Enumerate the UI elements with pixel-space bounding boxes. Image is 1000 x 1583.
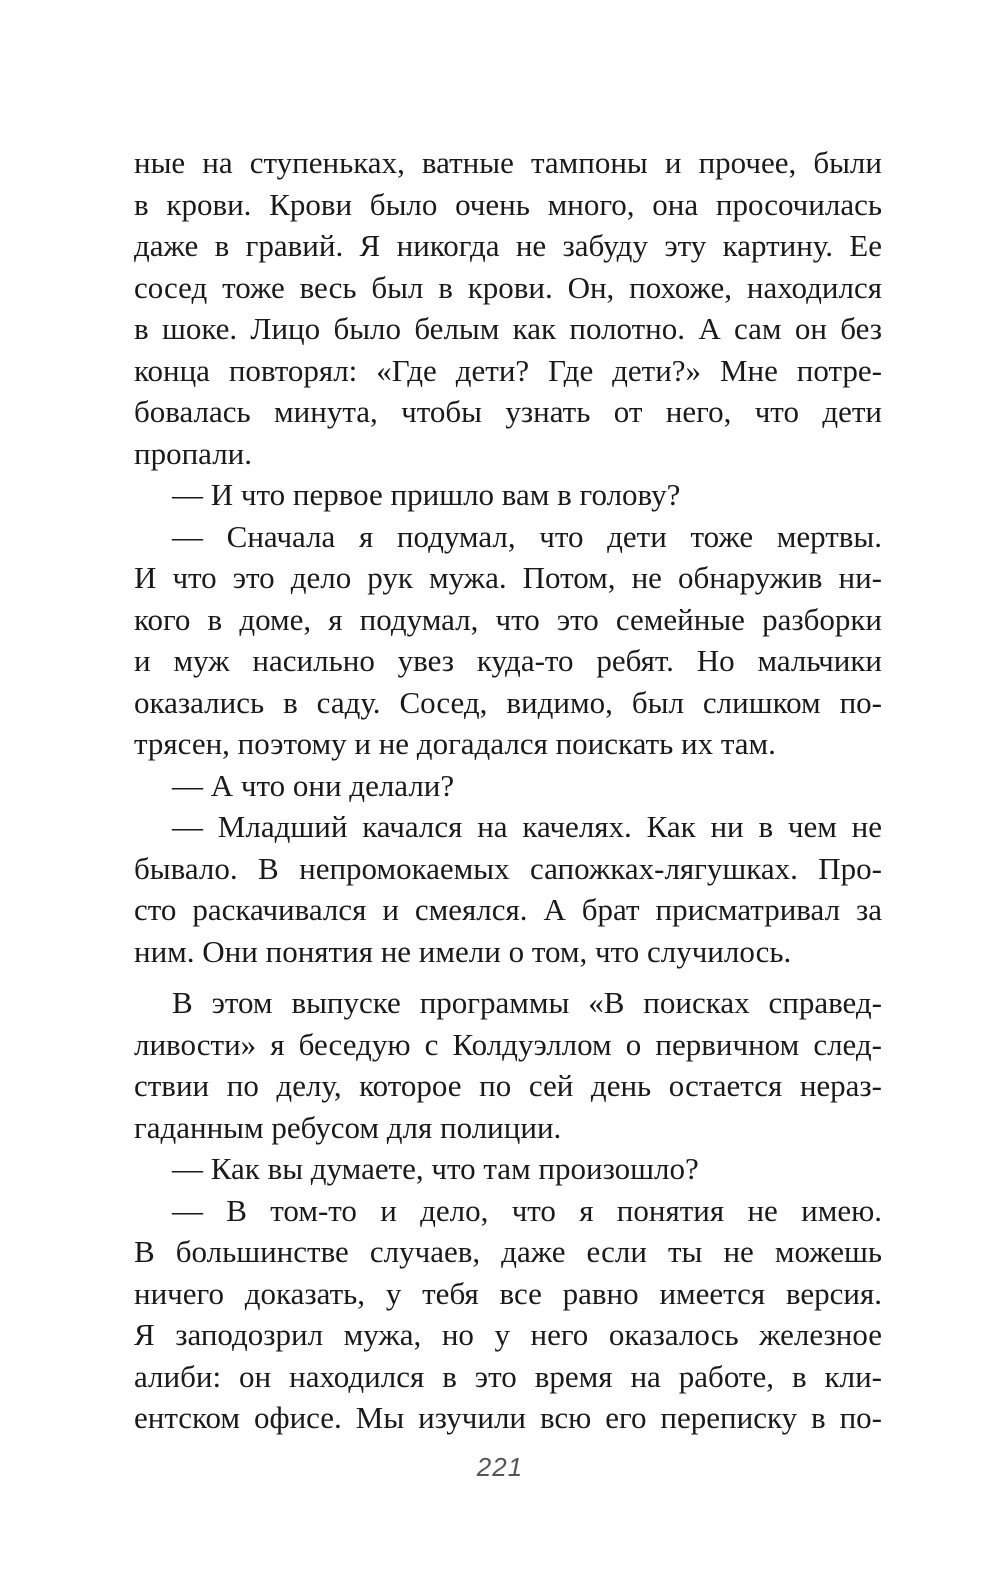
text-line: ливости» я беседую с Колдуэллом о первичном след-: [134, 1026, 882, 1062]
text-line: в шоке. Лицо было белым как полотно. А сам он без: [134, 311, 882, 346]
paragraph-line: В этом выпуске программы «В поисках справед-: [172, 985, 882, 1020]
text-line: В большинстве случаев, даже если ты не можешь: [134, 1234, 882, 1269]
dialogue-line: — В том-то и дело, что я понятия не имею.: [172, 1192, 882, 1228]
text-line: бовалась минута, чтобы узнать от него, что дети: [134, 394, 882, 429]
text-line: сосед тоже весь был в крови. Он, похоже, находился: [134, 269, 882, 305]
text-line: ствии по делу, которое по сей день остается нераз-: [134, 1068, 882, 1103]
dialogue-line: — А что они делали?: [172, 767, 455, 803]
dialogue-line: — Сначала я подумал, что дети тоже мертвы.: [172, 518, 882, 554]
text-line: бывало. В непромокаемых сапожках-лягушках. Про-: [134, 850, 882, 886]
text-line: Я заподозрил мужа, но у него оказалось железное: [134, 1317, 882, 1352]
text-line: И что это дело рук мужа. Потом, не обнаружив ни-: [134, 560, 882, 595]
text-line: трясен, поэтому и не догадался поискать их там.: [134, 726, 776, 761]
page-number: 221: [476, 1452, 524, 1482]
text-line: ные на ступеньках, ватные тампоны и прочее, были: [134, 145, 882, 180]
text-line: в крови. Крови было очень много, она просочилась: [134, 186, 882, 222]
dialogue-line: — И что первое пришло вам в голову?: [172, 477, 681, 512]
text-line: алиби: он находился в это время на работе, в кли-: [134, 1358, 882, 1394]
text-line: кого в доме, я подумал, что это семейные разборки: [134, 601, 882, 637]
text-line: сто раскачивался и смеялся. А брат присматривал за: [134, 892, 882, 927]
body-text: [134, 142, 882, 1439]
text-line: гаданным ребусом для полиции.: [134, 1109, 562, 1145]
text-line: ничего доказать, у тебя все равно имеется версия.: [134, 1275, 882, 1311]
dialogue-line: — Младший качался на качелях. Как ни в чем не: [172, 809, 882, 844]
text-line: оказались в саду. Сосед, видимо, был слишком по-: [134, 684, 882, 720]
text-line: конца повторял: «Где дети? Где дети?» Мне потре-: [134, 352, 882, 388]
text-line: даже в гравий. Я никогда не забуду эту картину. Ее: [134, 228, 882, 263]
dialogue-line: — Как вы думаете, что там произошло?: [172, 1151, 699, 1186]
text-line: пропали.: [134, 435, 253, 471]
text-line: ним. Они понятия не имели о том, что случилось.: [134, 933, 792, 969]
text-line: ентском офисе. Мы изучили всю его переписку в по-: [134, 1400, 882, 1435]
text-line: и муж насильно увез куда-то ребят. Но мальчики: [134, 643, 882, 678]
